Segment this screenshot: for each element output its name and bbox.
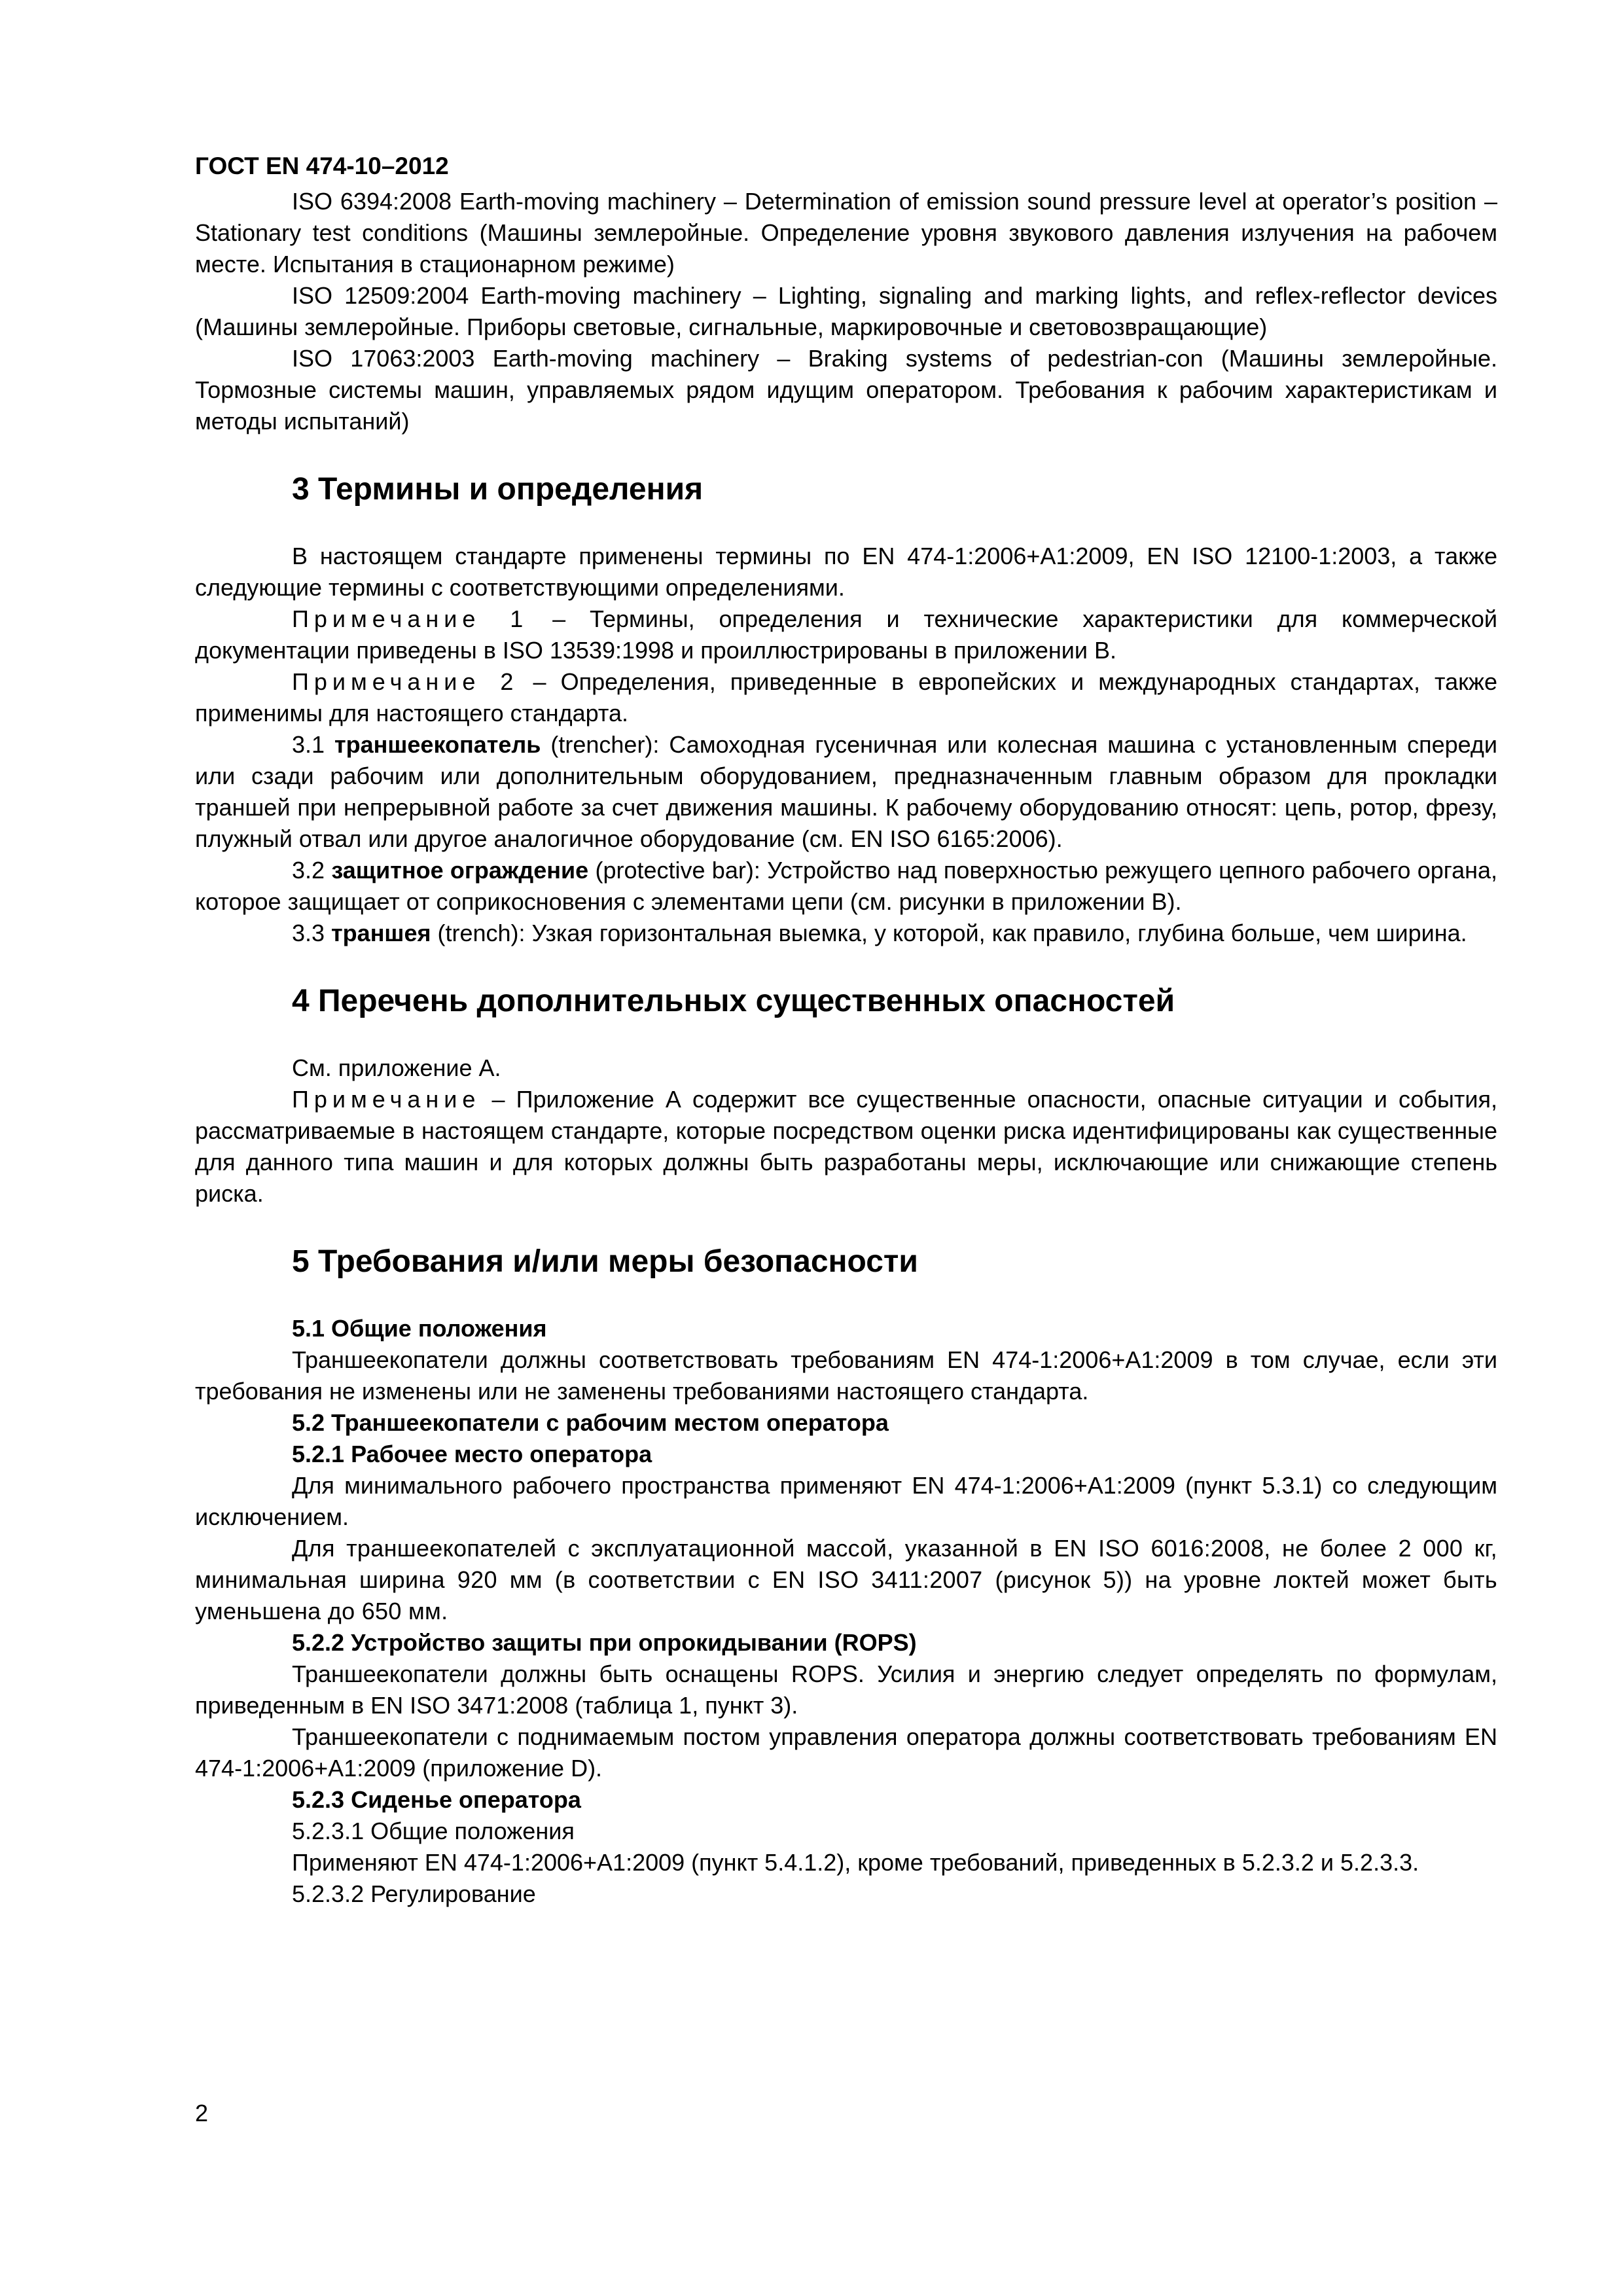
term-3-3 [195, 918, 1497, 949]
subsection-5-2-2-title: 5.2.2 Устройство защиты при опрокидывании (ROPS) [292, 1629, 917, 1656]
page-number: 2 [195, 2100, 209, 2126]
reference-iso-12509: ISO 12509:2004 Earth-moving machinery – Lighting, signaling and marking lights, and reflex-reflector devices (Машины землеройные. Приборы световые, сигнальные, маркировочные и световозвращающие) [195, 282, 1497, 340]
subsection-5-2-1-title: 5.2.1 Рабочее место оператора [292, 1441, 652, 1467]
subsection-5-2-3-title: 5.2.3 Сиденье оператора [292, 1786, 581, 1813]
section-4-note [195, 1084, 1497, 1210]
note-label: Примечание 1 [292, 605, 529, 632]
subsection-5-2-1-paragraph-2: Для траншеекопателей с эксплуатационной массой, указанной в EN ISO 6016:2008, не более 2 000 кг, минимальная ширина 920 мм (в соответствии с EN ISO 3411:2007 (рисунок 5)) на уровне локтей может быть уменьшена до 650 мм. [195, 1535, 1497, 1624]
section-3-title: 3 Термины и определения [292, 472, 704, 507]
term-number: 3.2 [292, 857, 332, 884]
subsection-5-2-3-2-title: 5.2.3.2 Регулирование [292, 1880, 536, 1907]
section-4-reference: См. приложение А. [292, 1054, 501, 1081]
note-label: Примечание 2 [292, 668, 519, 695]
subsection-5-2-3-1-text: Применяют EN 474-1:2006+A1:2009 (пункт 5.4.1.2), кроме требований, приведенных в 5.2.3.2 и 5.2.3.3. [292, 1849, 1419, 1876]
document-page [195, 151, 1497, 1910]
note-text: – Определения, приведенные в европейских и международных стандартах, также применимы для настоящего стандарта. [195, 668, 1498, 726]
term-definition: (trencher): Самоходная гусеничная или колесная машина с установленным спереди или сзади рабочим или дополнительным оборудованием, предназначенным главным образом для прокладки траншей при непрерывной работе за счет движения машины. К рабочему оборудованию относят: цепь, ротор, фрезу, плужный отвал или другое аналогичное оборудование (см. EN ISO 6165:2006). [195, 731, 1497, 852]
term-name: защитное ограждение [331, 857, 589, 884]
term-3-1 [195, 729, 1497, 855]
subsection-5-2-2-paragraph-1: Траншеекопатели должны быть оснащены ROPS. Усилия и энергию следует определять по формулам, приведенным в EN ISO 3471:2008 (таблица 1, пункт 3). [195, 1660, 1497, 1719]
term-number: 3.1 [292, 731, 335, 758]
subsection-5-2-3-1-title: 5.2.3.1 Общие положения [292, 1818, 575, 1844]
term-name: траншея [331, 920, 431, 946]
note-label: Примечание [292, 1086, 481, 1113]
term-definition: (trench): Узкая горизонтальная выемка, у которой, как правило, глубина больше, чем ширина. [431, 920, 1467, 946]
note-text: – Приложение А содержит все существенные опасности, опасные ситуации и события, рассматриваемые в настоящем стандарте, которые посредством оценки риска идентифицированы как существенные для данного типа машин и для которых должны быть разработаны меры, исключающие или снижающие степень риска. [195, 1086, 1497, 1207]
section-3-intro: В настоящем стандарте применены термины по EN 474-1:2006+A1:2009, EN ISO 12100-1:2003, а также следующие термины с соответствующими определениями. [195, 543, 1497, 601]
subsection-5-2-2-paragraph-2: Траншеекопатели с поднимаемым постом управления оператора должны соответствовать требованиям EN 474-1:2006+A1:2009 (приложение D). [195, 1723, 1497, 1782]
subsection-5-2-title: 5.2 Траншеекопатели с рабочим местом оператора [292, 1409, 889, 1436]
document-header: ГОСТ EN 474-10–2012 [195, 152, 449, 179]
section-3-note-2 [195, 666, 1497, 729]
subsection-5-2-1-paragraph-1: Для минимального рабочего пространства применяют EN 474-1:2006+A1:2009 (пункт 5.3.1) со следующим исключением. [195, 1472, 1497, 1530]
note-text: – Термины, определения и технические характеристики для коммерческой документации приведены в ISO 13539:1998 и проиллюстрированы в приложении В. [195, 605, 1497, 664]
section-5-title: 5 Требования и/или меры безопасности [292, 1244, 918, 1279]
subsection-5-1-title: 5.1 Общие положения [292, 1315, 547, 1342]
section-3-note-1 [195, 603, 1497, 666]
term-name: траншеекопатель [334, 731, 541, 758]
reference-iso-17063: ISO 17063:2003 Earth-moving machinery – Braking systems of pedestrian-con (Машины землеройные. Тормозные системы машин, управляемых рядом идущим оператором. Требования к рабочим характеристикам и методы испытаний) [195, 345, 1497, 435]
reference-iso-6394: ISO 6394:2008 Earth-moving machinery – Determination of emission sound pressure level at operator’s position – Stationary test conditions (Машины землеройные. Определение уровня звукового давления излучения на рабочем месте. Испытания в стационарном режиме) [195, 188, 1497, 278]
subsection-5-1-text: Траншеекопатели должны соответствовать требованиям EN 474-1:2006+A1:2009 в том случае, если эти требования не изменены или не заменены требованиями настоящего стандарта. [195, 1346, 1497, 1405]
term-number: 3.3 [292, 920, 332, 946]
term-definition: (protective bar): Устройство над поверхностью режущего цепного рабочего органа, которое защищает от соприкосновения с элементами цепи (см. рисунки в приложении В). [195, 857, 1498, 915]
section-4-title: 4 Перечень дополнительных существенных опасностей [292, 984, 1175, 1018]
term-3-2 [195, 855, 1497, 918]
